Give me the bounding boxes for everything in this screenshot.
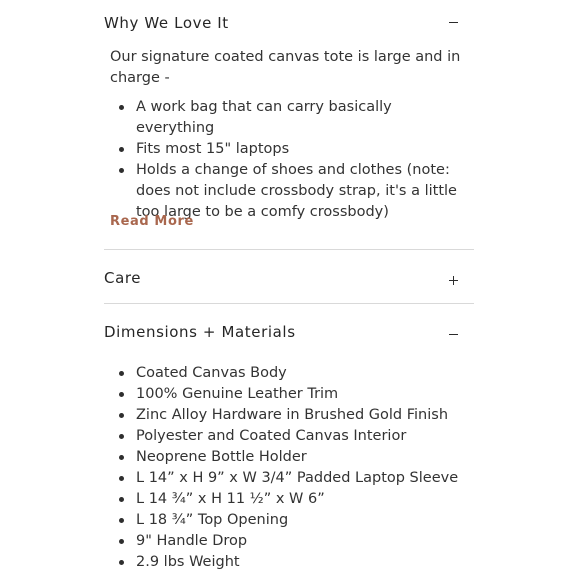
section-header-why-we-love-it[interactable] <box>104 13 474 33</box>
section-divider <box>104 249 474 250</box>
list-item: Holds a change of shoes and clothes (note: does not include crossbody strap, it's a little too large to be a comfy crossbody) <box>118 160 463 223</box>
section-intro-text: Our signature coated canvas tote is large and in charge - <box>110 49 461 86</box>
section-divider <box>104 303 474 304</box>
list-item: 9" Handle Drop <box>118 531 463 552</box>
minus-icon[interactable] <box>444 325 464 345</box>
section-dimensions-materials <box>104 322 474 342</box>
minus-icon[interactable] <box>444 13 464 33</box>
list-item: L 18 ¾” Top Opening <box>118 510 463 531</box>
section-care <box>104 268 474 288</box>
list-item: Zinc Alloy Hardware in Brushed Gold Finish <box>118 405 463 426</box>
list-item: L 14” x H 9” x W 3/4” Padded Laptop Sleeve <box>118 468 463 489</box>
list-item: 2.9 lbs Weight <box>118 552 463 573</box>
why-we-love-it-list <box>118 97 463 223</box>
list-item: 100% Genuine Leather Trim <box>118 384 463 405</box>
section-title: Dimensions + Materials <box>104 323 296 341</box>
list-item: A work bag that can carry basically everything <box>118 97 463 139</box>
plus-icon[interactable] <box>444 271 464 291</box>
section-header-care[interactable] <box>104 268 474 288</box>
dimensions-materials-list <box>118 363 463 573</box>
section-title: Care <box>104 269 142 287</box>
read-more-link[interactable]: Read More <box>110 214 194 229</box>
list-item: L 14 ¾” x H 11 ½” x W 6” <box>118 489 463 510</box>
list-item: Fits most 15" laptops <box>118 139 463 160</box>
section-why-we-love-it <box>104 13 474 33</box>
section-header-dimensions-materials[interactable] <box>104 322 474 342</box>
list-item: Polyester and Coated Canvas Interior <box>118 426 463 447</box>
list-item: Coated Canvas Body <box>118 363 463 384</box>
section-title: Why We Love It <box>104 14 229 32</box>
list-item: Neoprene Bottle Holder <box>118 447 463 468</box>
